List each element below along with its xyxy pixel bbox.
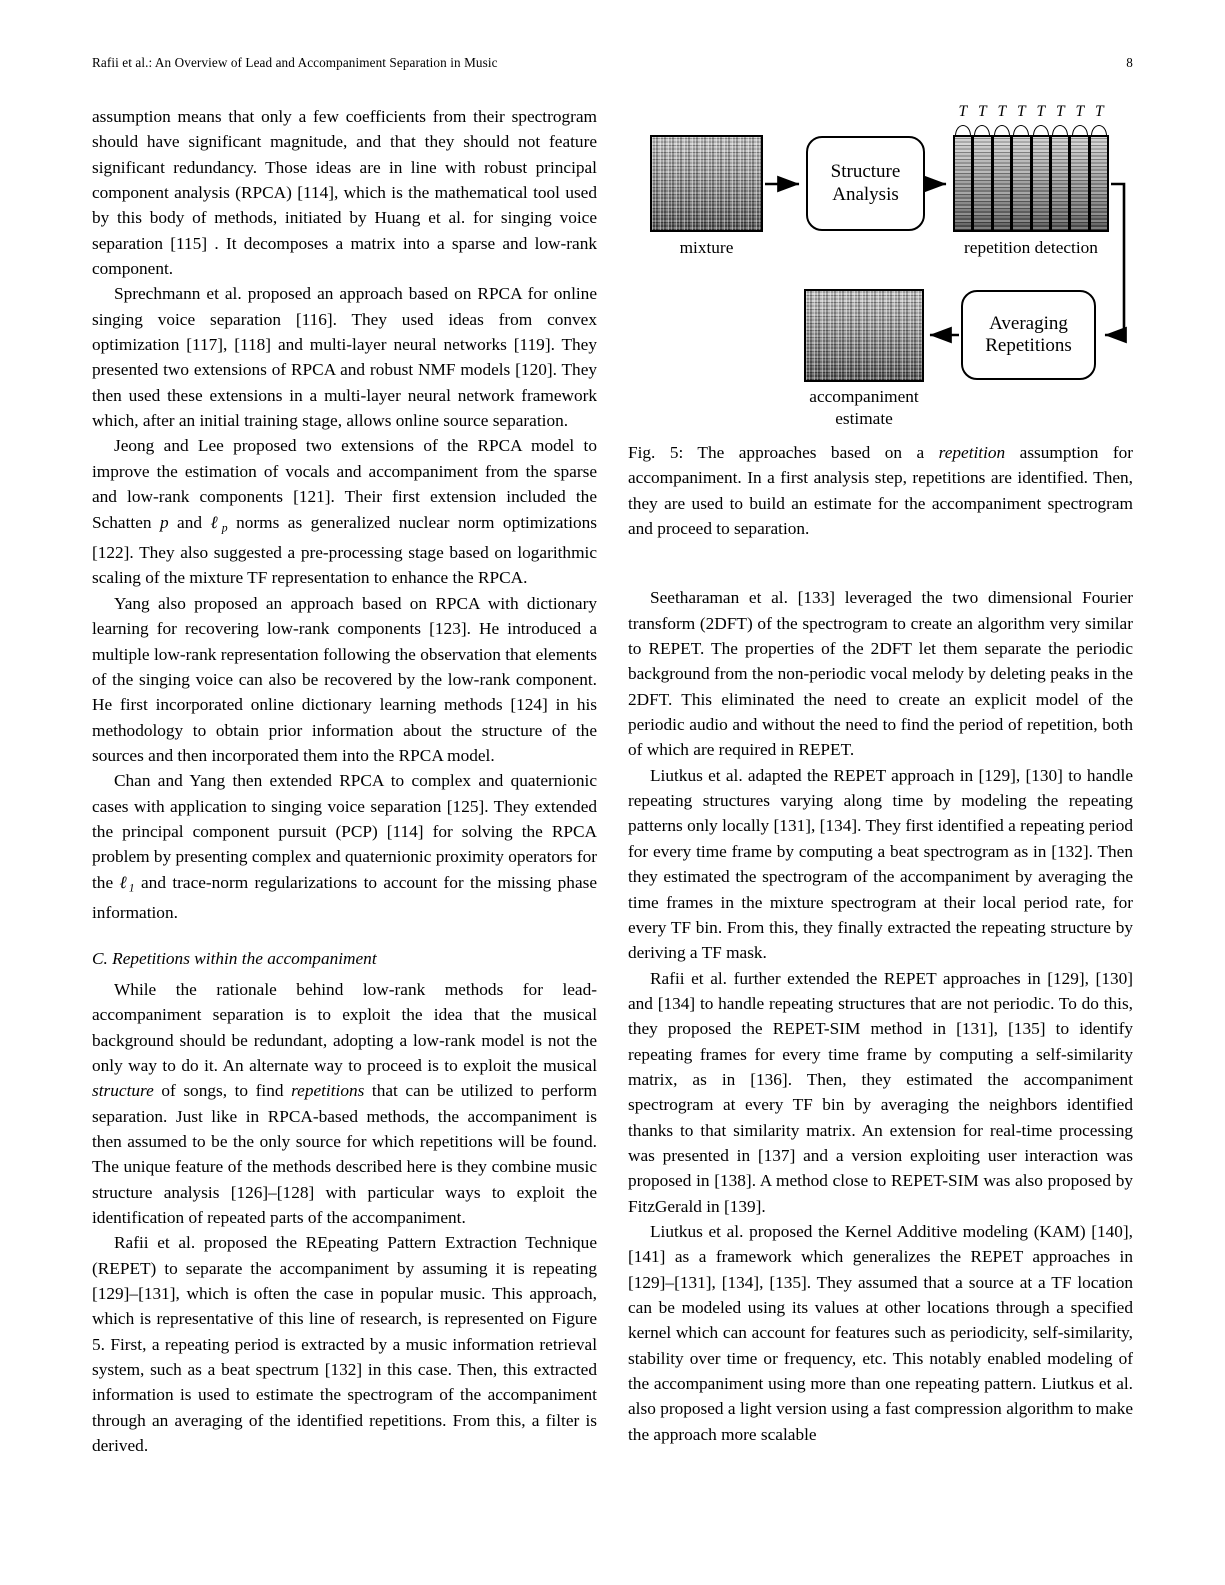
repetition-segment [1031, 135, 1050, 232]
repetition-segment [1089, 135, 1109, 232]
period-label-T: T [958, 103, 968, 120]
period-marker [1031, 103, 1051, 136]
paragraph-text-head: While the rationale behind low-rank methods for lead-accompaniment separation is to exploit the idea that the musical background should be redundant, adopting a low-rank model is not the only way to do it. An alternate way to proceed is to exploit the musical [92, 979, 597, 1075]
period-marker [1051, 103, 1071, 136]
paragraph-text: Liutkus et al. adapted the REPET approach in [129], [130] to handle repeating structures varying along time by modeling the repeating patterns only locally [131], [134]. They first identified a repeating period for every time frame by computing a beat spectrogram as in [132]. Then they estimated the spectrogram of the accompaniment by averaging the time frames in the mixture spectrogram at their local period rate, for every TF bin. From this, they finally extracted the repeating structure by deriving a TF mask. [628, 765, 1133, 963]
paragraph-text: Rafii et al. further extended the REPET approaches in [129], [130] and [134] to handle repeating structures that are not periodic. To do this, they proposed the REPET-SIM method in [131], [135] to identify repeating frames for every time frame by computing a self-similarity matrix, as in [136]. Then, they estimated the accompaniment spectrogram at every TF bin by averaging the neighbors identified thanks to that similarity matrix. An extension for real-time processing was presented in [137] and a version exploiting user interaction was proposed in [138]. A method close to REPET-SIM was also proposed by FitzGerald in [139]. [628, 968, 1133, 1216]
figure-5-diagram [628, 104, 1133, 434]
period-label-T: T [977, 103, 987, 120]
accompaniment-estimate-label-line1: accompaniment [809, 387, 919, 406]
period-marker [1090, 103, 1110, 136]
repetition-segments-image [953, 135, 1109, 232]
averaging-label-line2: Repetitions [985, 335, 1072, 356]
paragraph-text-tail: that can be utilized to perform separation. Just like in RPCA-based methods, the accompaniment is then assumed to be the only source for which repetitions will be found. The unique feature of the methods described here is they combine music structure analysis [126]–[128] with particular ways to exploit the identification of repeated parts of the accompaniment. [92, 1081, 597, 1227]
paragraph-text-mid: and [168, 512, 211, 532]
paragraph-text: Yang also proposed an approach based on RPCA with dictionary learning for recovering low-rank components [123]. He introduced a multiple low-rank representation following the observation that elements of the singing voice can also be recovered by the low-rank component. He first incorporated online dictionary learning methods [124] in his methodology to obtain prior information about the structure of the sources and then incorporated them into the RPCA model. [92, 593, 597, 765]
mixture-label: mixture [679, 238, 734, 257]
paragraph-text-mid: of songs, to find [153, 1081, 292, 1101]
section-heading-c: C. Repetitions within the accompaniment [92, 948, 377, 968]
paragraph-yang [92, 591, 597, 768]
accompaniment-estimate-spectrogram-image [804, 289, 924, 382]
paragraph-text-head: Chan and Yang then extended RPCA to complex and quaternionic cases with application to singing voice separation [125]. They extended the principal component pursuit (PCP) [114] for solving the RPCA problem by presenting complex and quaternionic proximity operators for the [92, 771, 597, 892]
math-ell-symbol: ℓ [119, 872, 129, 893]
repetition-segment [972, 135, 991, 232]
caption-spacer [628, 541, 1133, 585]
paragraph-text: Liutkus et al. proposed the Kernel Additive modeling (KAM) [140], [141] as a framework which generalizes the REPET approaches in [129]–[131], [134], [135]. They assumed that a source at a TF location can be modeled using its values at other locations through a specified kernel which can account for features such as periodicity, self-similarity, stability over time or frequency, etc. This notably enabled modeling of the accompaniment using more than one repeating pattern. Liutkus et al. also proposed a light version using a fast compression algorithm to make the approach more scalable [628, 1221, 1133, 1444]
caption-text-head: Fig. 5: The approaches based on a [628, 443, 939, 462]
period-label-T: T [1016, 103, 1026, 120]
paragraph-text-head: Jeong and Lee proposed two extensions of the RPCA model to improve the estimation of vocals and accompaniment from the sparse and low-rank components [121]. Their first extension included the Schatten [92, 436, 597, 532]
paragraph-assumption [92, 104, 597, 281]
caption-emphasis-repetition: repetition [938, 443, 1006, 462]
paragraph-text: assumption means that only a few coefficients from their spectrogram should have significant magnitude, and that they should not feature significant redundancy. Those ideas are in line with robust principal component analysis (RPCA) [114], which is the mathematical tool used by this body of methods, initiated by Huang et al. for singing voice separation [115] . It decomposes a matrix into a sparse and low-rank component. [92, 107, 597, 279]
structure-analysis-label-line2: Analysis [832, 183, 899, 205]
paragraph-while-rationale [92, 977, 597, 1230]
paragraph-repet [92, 1230, 597, 1458]
right-column [628, 104, 1133, 1534]
repetition-segment [953, 135, 972, 232]
period-marker [953, 103, 973, 136]
averaging-label-line1: Averaging [989, 312, 1068, 334]
period-marker [973, 103, 993, 136]
repetition-detection-label: repetition detection [964, 238, 1098, 257]
mixture-spectrogram-image [650, 135, 763, 232]
structure-analysis-box [806, 136, 925, 231]
paragraph-jeong [92, 433, 597, 590]
structure-analysis-label-line1: Structure [830, 161, 901, 183]
paragraph-text-tail: and trace-norm regularizations to account for the missing phase information. [92, 872, 598, 923]
accompaniment-estimate-label [780, 386, 948, 430]
period-marker-row [953, 103, 1109, 136]
paragraph-kam [628, 1219, 1133, 1447]
math-ell-subscript: p [221, 520, 228, 534]
running-title: Rafii et al.: An Overview of Lead and Accompaniment Separation in Music [92, 55, 498, 70]
emphasis-structure: structure [92, 1081, 154, 1101]
left-column [92, 104, 597, 1534]
paragraph-text: Sprechmann et al. proposed an approach based on RPCA for online singing voice separation [116]. They used ideas from convex optimization [117], [118] and multi-layer neural networks [119]. They presented two extensions of RPCA and robust NMF models [120]. They then used these extensions in a multi-layer neural network framework which, after an initial training stage, allows online source separation. [92, 284, 597, 431]
paragraph-text-tail: norms as generalized nuclear norm optimizations [122]. They also suggested a pre-processing stage based on logarithmic scaling of the mixture TF representation to enhance the RPCA. [92, 512, 598, 588]
paragraph-seetharaman [628, 585, 1133, 762]
running-header [92, 55, 1133, 71]
math-schatten-p: p [159, 512, 169, 532]
caption-text-tail: assumption for accompaniment. In a first analysis step, repetitions are identified. Then, they are used to build an estimate for the accompaniment spectrogram and proceed to separation. [628, 443, 1133, 539]
period-label-T: T [1075, 103, 1085, 120]
paragraph-text: Seetharaman et al. [133] leveraged the two dimensional Fourier transform (2DFT) of the spectrogram to create an algorithm very similar to REPET. The properties of the 2DFT let them separate the periodic background from the non-periodic vocal melody by deleting peaks in the 2DFT. This eliminated the need to create an explicit model of the periodic audio and without the need to find the period of repetition, both of which are required in REPET. [628, 588, 1133, 760]
paragraph-chan [92, 768, 597, 925]
emphasis-repetitions: repetitions [291, 1081, 365, 1101]
figure-5-caption [628, 440, 1133, 541]
period-marker [1012, 103, 1032, 136]
averaging-repetitions-box [961, 290, 1096, 380]
math-ell-symbol: ℓ [210, 512, 222, 533]
period-label-T: T [1055, 103, 1065, 120]
paragraph-liutkus-adapted [628, 763, 1133, 966]
two-column-body [92, 104, 1133, 1534]
period-label-T: T [1094, 103, 1104, 120]
period-label-T: T [997, 103, 1007, 120]
paragraph-text: Rafii et al. proposed the REpeating Pattern Extraction Technique (REPET) to separate the accompaniment by assuming it is repeating [129]–[131], which is often the case in popular music. This approach, which is representative of this line of research, is represented on Figure 5. First, a repeating period is extracted by a music information retrieval system, such as a beat spectrum [132] in this case. Then, this extracted information is used to estimate the spectrogram of the accompaniment through an averaging of the identified repetitions. From this, a filter is derived. [92, 1233, 597, 1456]
paragraph-rafii-extended [628, 966, 1133, 1219]
period-marker [1070, 103, 1090, 136]
repetition-segment [1069, 135, 1088, 232]
accompaniment-estimate-label-line2: estimate [835, 409, 893, 428]
paragraph-sprechmann [92, 281, 597, 433]
period-label-T: T [1036, 103, 1046, 120]
repetition-segment [1050, 135, 1069, 232]
repetition-segment [1011, 135, 1030, 232]
page-number: 8 [1126, 55, 1133, 70]
repetition-segment [992, 135, 1011, 232]
math-ell-subscript: 1 [128, 880, 135, 894]
period-marker [992, 103, 1012, 136]
figure-5 [628, 104, 1133, 434]
